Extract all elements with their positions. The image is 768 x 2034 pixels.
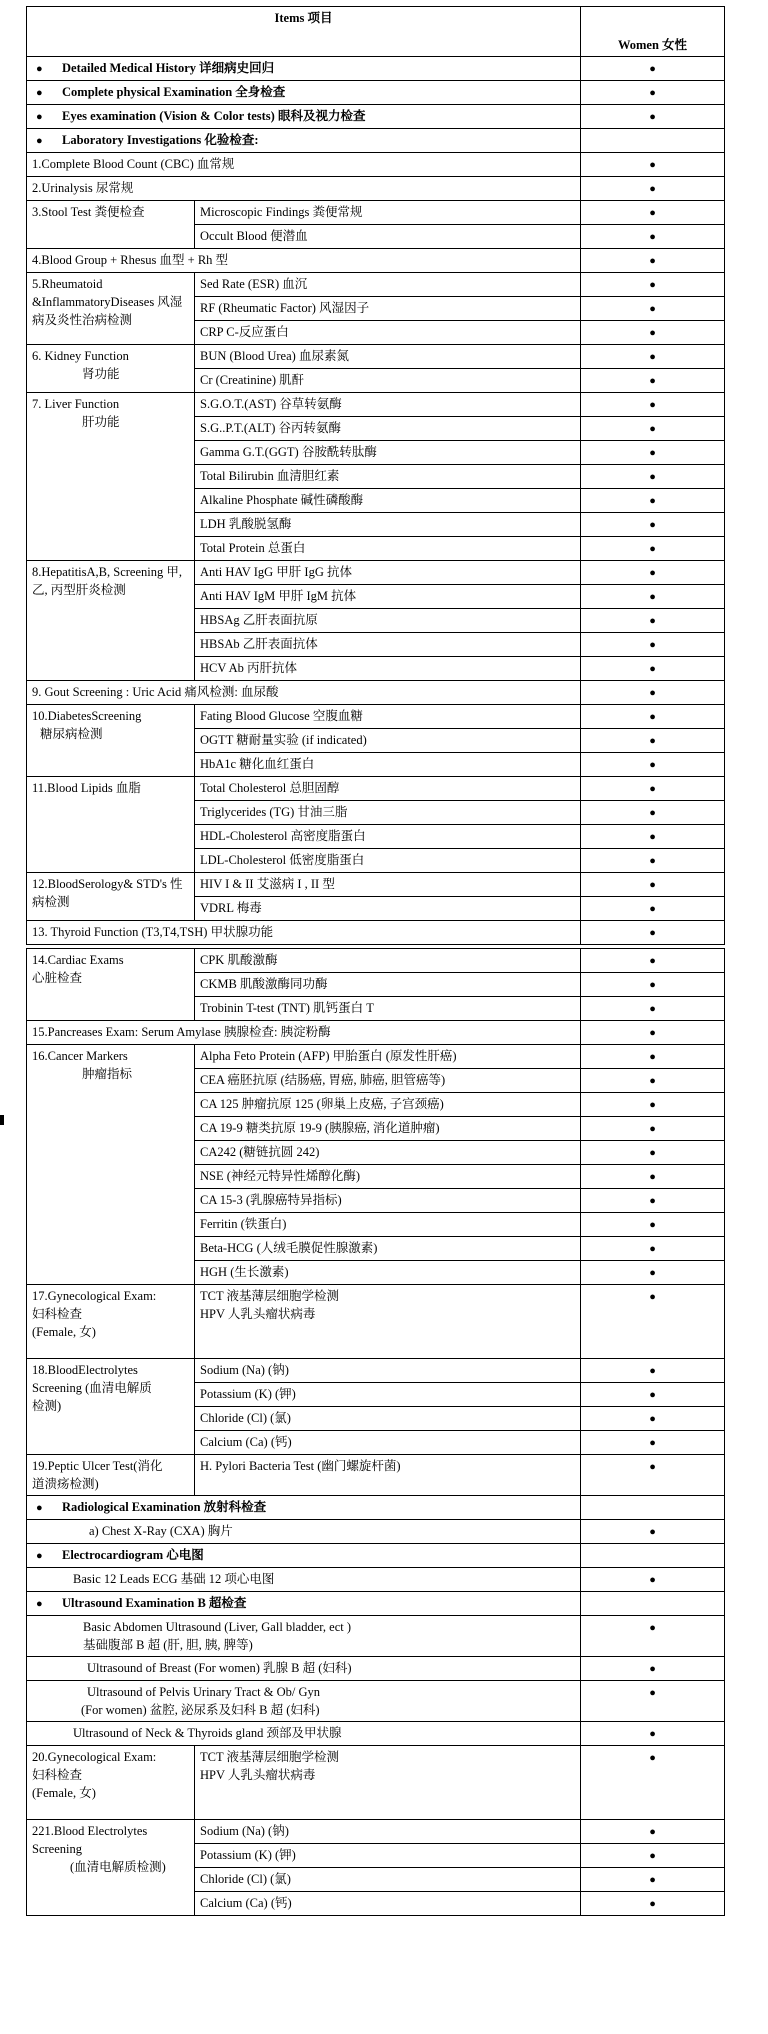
row-label: 4.Blood Group + Rhesus 血型 + Rh 型 — [27, 249, 581, 273]
included-mark: ● — [649, 663, 656, 675]
row-label: 15.Pancreases Exam: Serum Amylase 胰腺检查: 胰淀粉酶 — [27, 1021, 581, 1045]
table-row — [27, 105, 725, 129]
group-label: 12.BloodSerology& STD's 性病检测 — [27, 873, 195, 921]
included-mark: ● — [649, 1437, 656, 1449]
test-item: Potassium (K) (钾) — [195, 1383, 581, 1407]
included-mark: ● — [649, 639, 656, 651]
test-item: Fating Blood Glucose 空腹血糖 — [195, 705, 581, 729]
table-row — [27, 1496, 725, 1520]
table-row — [27, 201, 725, 225]
table-row — [27, 1616, 725, 1657]
table-row — [27, 705, 725, 729]
group-label: 5.Rheumatoid &InflammatoryDiseases 风湿病及炎性治病检测 — [27, 273, 195, 345]
test-item: Anti HAV IgM 甲肝 IgM 抗体 — [195, 585, 581, 609]
included-mark: ● — [649, 231, 656, 243]
checkup-items-document — [26, 6, 724, 1916]
test-item: Ferritin (铁蛋白) — [195, 1213, 581, 1237]
test-item: Gamma G.T.(GGT) 谷胺酰转肽酶 — [195, 441, 581, 465]
included-mark: ● — [649, 471, 656, 483]
test-item: BUN (Blood Urea) 血尿素氮 — [195, 345, 581, 369]
table-row — [27, 777, 725, 801]
table-row — [27, 681, 725, 705]
test-item: S.G.O.T.(AST) 谷草转氨酶 — [195, 393, 581, 417]
table-row — [27, 561, 725, 585]
included-mark: ● — [649, 807, 656, 819]
included-mark: ● — [649, 1365, 656, 1377]
included-mark: ● — [649, 1243, 656, 1255]
table-row — [27, 249, 725, 273]
test-item: CPK 肌酸激酶 — [195, 949, 581, 973]
test-item: Sodium (Na) (钠) — [195, 1820, 581, 1844]
table-row — [27, 1455, 725, 1496]
table-row — [27, 1285, 725, 1359]
table-row — [27, 1820, 725, 1844]
included-mark: ● — [649, 1099, 656, 1111]
included-mark: ● — [649, 1219, 656, 1231]
table-row — [27, 1520, 725, 1544]
group-label: 19.Peptic Ulcer Test(消化 道溃疡检测) — [27, 1455, 195, 1496]
test-item: Anti HAV IgG 甲肝 IgG 抗体 — [195, 561, 581, 585]
table-row — [27, 921, 725, 945]
table-row — [27, 1045, 725, 1069]
included-mark: ● — [649, 1687, 656, 1699]
test-item: TCT 液基薄层细胞学检测 HPV 人乳头瘤状病毒 — [195, 1746, 581, 1820]
test-item: Total Bilirubin 血清胆红素 — [195, 465, 581, 489]
test-item: Total Protein 总蛋白 — [195, 537, 581, 561]
included-mark: ● — [649, 687, 656, 699]
row-label: Ultrasound of Breast (For women) 乳腺 B 超 (妇科) — [27, 1657, 581, 1681]
test-item: LDL-Cholesterol 低密度脂蛋白 — [195, 849, 581, 873]
included-mark: ● — [649, 711, 656, 723]
included-mark: ● — [649, 979, 656, 991]
group-label: 17.Gynecological Exam: 妇科检查 (Female, 女) — [27, 1285, 195, 1359]
included-mark: ● — [649, 1171, 656, 1183]
group-label: 14.Cardiac Exams 心脏检查 — [27, 949, 195, 1021]
included-mark: ● — [649, 1526, 656, 1538]
test-item: Alkaline Phosphate 碱性磷酸酶 — [195, 489, 581, 513]
included-mark: ● — [649, 207, 656, 219]
test-item: Beta-HCG (人绒毛膜促性腺激素) — [195, 1237, 581, 1261]
row-label: 1.Complete Blood Count (CBC) 血常规 — [27, 153, 581, 177]
table-row — [27, 873, 725, 897]
included-mark: ● — [649, 255, 656, 267]
included-mark: ● — [649, 1195, 656, 1207]
test-item: Calcium (Ca) (钙) — [195, 1431, 581, 1455]
included-mark: ● — [649, 519, 656, 531]
test-item: HCV Ab 丙肝抗体 — [195, 657, 581, 681]
row-label: Ultrasound of Neck & Thyroids gland 颈部及甲状腺 — [27, 1722, 581, 1746]
test-item: CA242 (糖链抗圆 242) — [195, 1141, 581, 1165]
included-mark: ● — [649, 1622, 656, 1634]
included-mark: ● — [649, 1051, 656, 1063]
test-item: Total Cholesterol 总胆固醇 — [195, 777, 581, 801]
test-item: CA 15-3 (乳腺癌特异指标) — [195, 1189, 581, 1213]
test-item: Cr (Creatinine) 肌酐 — [195, 369, 581, 393]
table-row — [27, 1592, 725, 1616]
table-row — [27, 1568, 725, 1592]
test-item: HBSAg 乙肝表面抗原 — [195, 609, 581, 633]
included-mark: ● — [649, 1075, 656, 1087]
test-item: S.G..P.T.(ALT) 谷丙转氨酶 — [195, 417, 581, 441]
test-item: HGH (生长激素) — [195, 1261, 581, 1285]
included-mark: ● — [649, 759, 656, 771]
included-mark: ● — [649, 159, 656, 171]
bullet-icon: ● — [36, 87, 43, 99]
test-item: HIV I & II 艾滋病 I , II 型 — [195, 873, 581, 897]
women-header: Women 女性 — [581, 7, 725, 57]
included-mark: ● — [649, 111, 656, 123]
included-mark: ● — [649, 1267, 656, 1279]
table-row — [27, 273, 725, 297]
included-mark: ● — [649, 63, 656, 75]
included-mark: ● — [649, 1850, 656, 1862]
included-mark: ● — [649, 327, 656, 339]
table-row — [27, 1021, 725, 1045]
bullet-icon: ● — [36, 111, 43, 123]
included-mark: ● — [649, 1728, 656, 1740]
included-mark: ● — [649, 567, 656, 579]
included-mark: ● — [649, 1663, 656, 1675]
group-label: 16.Cancer Markers 肿瘤指标 — [27, 1045, 195, 1285]
test-item: HBSAb 乙肝表面抗体 — [195, 633, 581, 657]
included-mark: ● — [649, 279, 656, 291]
row-label: Eyes examination (Vision & Color tests) 眼科及视力检查 — [62, 109, 366, 123]
table-row — [27, 345, 725, 369]
table-row — [27, 1657, 725, 1681]
group-label: 221.Blood Electrolytes Screening (血清电解质检测) — [27, 1820, 195, 1916]
checkup-items-table — [26, 6, 725, 1916]
group-label: 6. Kidney Function 肾功能 — [27, 345, 195, 393]
table-row — [27, 1544, 725, 1568]
bullet-icon: ● — [36, 1502, 43, 1514]
group-label: 10.DiabetesScreening 糖尿病检测 — [27, 705, 195, 777]
included-mark: ● — [649, 375, 656, 387]
row-label: Detailed Medical History 详细病史回归 — [62, 61, 275, 75]
test-item: CA 125 肿瘤抗原 125 (卵巢上皮癌, 子宫颈癌) — [195, 1093, 581, 1117]
bullet-icon: ● — [36, 63, 43, 75]
included-mark: ● — [649, 1291, 656, 1303]
table-row — [27, 1359, 725, 1383]
row-label: 13. Thyroid Function (T3,T4,TSH) 甲状腺功能 — [27, 921, 581, 945]
test-item: CRP C-反应蛋白 — [195, 321, 581, 345]
items-header: Items 项目 — [27, 7, 581, 57]
row-label: Ultrasound of Pelvis Urinary Tract & Ob/ Gyn (For women) 盆腔, 泌尿系及妇科 B 超 (妇科) — [27, 1681, 581, 1722]
test-item: Chloride (Cl) (氯) — [195, 1407, 581, 1431]
test-item: Microscopic Findings 粪便常规 — [195, 201, 581, 225]
test-item: Potassium (K) (钾) — [195, 1844, 581, 1868]
row-label: Ultrasound Examination B 超检查 — [62, 1596, 247, 1610]
row-label: Basic Abdomen Ultrasound (Liver, Gall bladder, ect ) 基础腹部 B 超 (肝, 胆, 胰, 脾等) — [27, 1616, 581, 1657]
test-item: Sed Rate (ESR) 血沉 — [195, 273, 581, 297]
test-item: VDRL 梅毒 — [195, 897, 581, 921]
included-mark: ● — [649, 1413, 656, 1425]
test-item: RF (Rheumatic Factor) 风湿因子 — [195, 297, 581, 321]
test-item: TCT 液基薄层细胞学检测 HPV 人乳头瘤状病毒 — [195, 1285, 581, 1359]
row-label: Complete physical Examination 全身检查 — [62, 85, 286, 99]
test-item: Trobinin T-test (TNT) 肌钙蛋白 T — [195, 997, 581, 1021]
group-label: 11.Blood Lipids 血脂 — [27, 777, 195, 873]
test-item: Sodium (Na) (钠) — [195, 1359, 581, 1383]
included-mark: ● — [649, 303, 656, 315]
included-mark: ● — [649, 1147, 656, 1159]
included-mark: ● — [649, 183, 656, 195]
test-item: Chloride (Cl) (氯) — [195, 1868, 581, 1892]
included-mark: ● — [649, 1123, 656, 1135]
test-item: CA 19-9 糖类抗原 19-9 (胰腺癌, 消化道肿瘤) — [195, 1117, 581, 1141]
included-mark: ● — [649, 1574, 656, 1586]
included-mark: ● — [649, 1752, 656, 1764]
table-header-row — [27, 7, 725, 57]
row-label: Basic 12 Leads ECG 基础 12 项心电图 — [27, 1568, 581, 1592]
table-row — [27, 949, 725, 973]
test-item: Occult Blood 便潜血 — [195, 225, 581, 249]
included-mark: ● — [649, 1389, 656, 1401]
test-item: CKMB 肌酸激酶同功酶 — [195, 973, 581, 997]
included-mark: ● — [649, 1461, 656, 1473]
row-label: a) Chest X-Ray (CXA) 胸片 — [27, 1520, 581, 1544]
included-mark: ● — [649, 447, 656, 459]
group-label: 18.BloodElectrolytes Screening (血清电解质 检测) — [27, 1359, 195, 1455]
included-mark: ● — [649, 903, 656, 915]
margin-mark — [0, 1115, 4, 1125]
included-mark: ● — [649, 927, 656, 939]
included-mark: ● — [649, 855, 656, 867]
row-label: Radiological Examination 放射科检查 — [62, 1500, 267, 1514]
included-mark: ● — [649, 591, 656, 603]
included-mark: ● — [649, 783, 656, 795]
table-row — [27, 1722, 725, 1746]
table-row — [27, 129, 725, 153]
test-item: Calcium (Ca) (钙) — [195, 1892, 581, 1916]
test-item: OGTT 糖耐量实验 (if indicated) — [195, 729, 581, 753]
row-label: Laboratory Investigations 化验检查: — [62, 133, 259, 147]
included-mark: ● — [649, 1898, 656, 1910]
test-item: CEA 癌胚抗原 (结肠癌, 胃癌, 肺癌, 胆管癌等) — [195, 1069, 581, 1093]
table-row — [27, 1746, 725, 1820]
bullet-icon: ● — [36, 135, 43, 147]
table-row — [27, 57, 725, 81]
included-mark: ● — [649, 879, 656, 891]
group-label: 7. Liver Function 肝功能 — [27, 393, 195, 561]
included-mark: ● — [649, 1874, 656, 1886]
table-row — [27, 177, 725, 201]
group-label: 8.HepatitisA,B, Screening 甲, 乙, 丙型肝炎检测 — [27, 561, 195, 681]
included-mark: ● — [649, 955, 656, 967]
test-item: H. Pylori Bacteria Test (幽门螺旋杆菌) — [195, 1455, 581, 1496]
included-mark: ● — [649, 615, 656, 627]
row-label: 9. Gout Screening : Uric Acid 痛风检测: 血尿酸 — [27, 681, 581, 705]
included-mark: ● — [649, 1027, 656, 1039]
group-label: 3.Stool Test 粪便检查 — [27, 201, 195, 249]
table-row — [27, 393, 725, 417]
test-item: HDL-Cholesterol 高密度脂蛋白 — [195, 825, 581, 849]
row-label: Electrocardiogram 心电图 — [62, 1548, 204, 1562]
included-mark: ● — [649, 423, 656, 435]
bullet-icon: ● — [36, 1550, 43, 1562]
test-item: HbA1c 糖化血红蛋白 — [195, 753, 581, 777]
included-mark: ● — [649, 831, 656, 843]
bullet-icon: ● — [36, 1598, 43, 1610]
table-row — [27, 153, 725, 177]
included-mark: ● — [649, 1826, 656, 1838]
included-mark: ● — [649, 351, 656, 363]
included-mark: ● — [649, 399, 656, 411]
included-mark: ● — [649, 495, 656, 507]
test-item: Alpha Feto Protein (AFP) 甲胎蛋白 (原发性肝癌) — [195, 1045, 581, 1069]
included-mark: ● — [649, 735, 656, 747]
included-mark: ● — [649, 87, 656, 99]
test-item: Triglycerides (TG) 甘油三脂 — [195, 801, 581, 825]
test-item: LDH 乳酸脱氢酶 — [195, 513, 581, 537]
table-row — [27, 1681, 725, 1722]
included-mark: ● — [649, 543, 656, 555]
row-label: 2.Urinalysis 尿常规 — [27, 177, 581, 201]
included-mark: ● — [649, 1003, 656, 1015]
test-item: NSE (神经元特异性烯醇化酶) — [195, 1165, 581, 1189]
table-row — [27, 81, 725, 105]
group-label: 20.Gynecological Exam: 妇科检查 (Female, 女) — [27, 1746, 195, 1820]
